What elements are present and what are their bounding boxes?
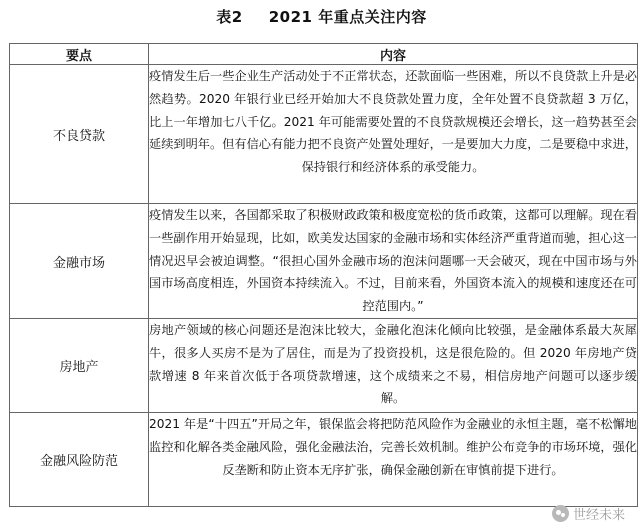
focus-content-table <box>9 43 638 507</box>
header-key: 要点 <box>10 44 149 65</box>
row-key: 金融风险防范 <box>10 413 149 507</box>
table-row <box>10 319 638 413</box>
wechat-logo-icon <box>552 505 569 522</box>
header-content: 内容 <box>149 44 638 65</box>
row-content: 2021 年是“十四五”开局之年，银保监会将把防范风险作为金融业的永恒主题，毫不松懈地监控和化解各类金融风险，强化金融法治，完善长效机制。维护公布竞争的市场环境，强化反垄断和防止资本无序扩张，确保金融创新在审慎前提下进行。 <box>149 413 638 507</box>
table-caption <box>0 6 643 27</box>
table-row <box>10 413 638 507</box>
row-key: 金融市场 <box>10 204 149 319</box>
table-row <box>10 65 638 204</box>
table-caption-text: 2021 年重点关注内容 <box>268 8 427 26</box>
row-key: 房地产 <box>10 319 149 413</box>
row-content: 疫情发生以来，各国都采取了积极财政政策和极度宽松的货币政策，这都可以理解。现在看一些副作用开始显现，比如，欧美发达国家的金融市场和实体经济严重背道而驰，担心这一情况迟早会被迫调整。“很担心国外金融市场的泡沫问题哪一天会破灭，现在中国市场与外国市场高度相连，外国资本持续流入。不过，目前来看，外国资本流入的规模和速度还在可控范围内。” <box>149 204 638 319</box>
row-content: 房地产领域的核心问题还是泡沫比较大，金融化泡沫化倾向比较强，是金融体系最大灰犀牛，很多人买房不是为了居住，而是为了投资投机，这是很危险的。但 2020 年房地产贷款增速 8 年来首次低于各项贷款增速，这个成绩来之不易，相信房地产问题可以逐步缓解。 <box>149 319 638 413</box>
row-content: 疫情发生后一些企业生产活动处于不正常状态，还款面临一些困难，所以不良贷款上升是必然趋势。2020 年银行业已经开始加大不良贷款处置力度，全年处置不良贷款超 3 万亿，比上一年增加七八千亿。2021 年可能需要处置的不良贷款规模还会增长，这一趋势甚至会延续到明年。但有信心有能力把不良资产处置处理好，一是要加大力度，二是要稳中求进，保持银行和经济体系的承受能力。 <box>149 65 638 204</box>
table-caption-label: 表2 <box>216 8 243 26</box>
watermark-text: 世经未来 <box>572 508 625 523</box>
table-row <box>10 204 638 319</box>
table-header-row <box>10 44 638 65</box>
watermark <box>552 504 625 523</box>
row-key: 不良贷款 <box>10 65 149 204</box>
